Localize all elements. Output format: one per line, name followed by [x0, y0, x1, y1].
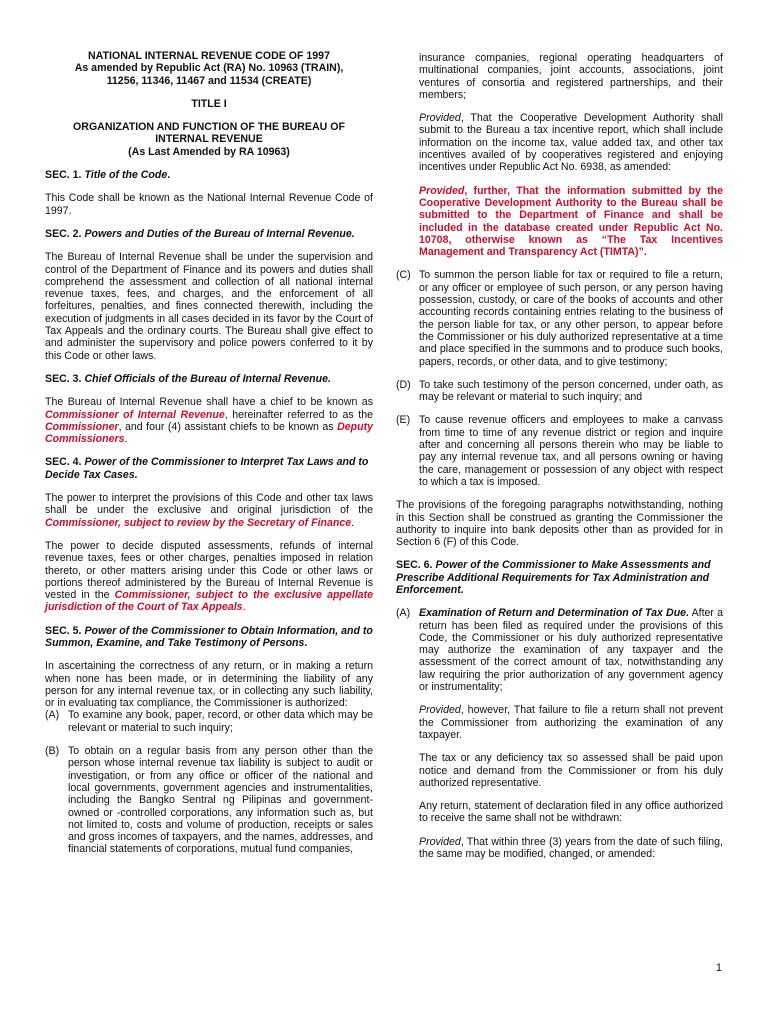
amended-line-1: As amended by Republic Act (RA) No. 10963 (TRAIN),: [74, 62, 344, 75]
sec6-a-heading: Examination of Return and Determination of Tax Due.: [419, 607, 690, 620]
sec2-title: Powers and Duties of the Bureau of Internal Revenue.: [84, 227, 355, 240]
right-column: [396, 52, 723, 871]
commissioner-term: Commissioner: [45, 420, 119, 433]
sec5-heading: SEC. 5. Power of the Commissioner to Obtain Information, and to Summon, Examine, and Take Testimony of Persons.: [45, 624, 373, 649]
sec5-item-e: (E) To cause revenue officers and employees to make a canvass from time to time of any revenue district or region and inquire after and concerning all persons therein who may be liable to pay any internal revenue tax, and all persons owning or having the care, management or possession of any object with respect to which a tax is imposed.: [396, 414, 723, 488]
sec4-heading: [45, 456, 373, 481]
title-label: TITLE I: [191, 97, 227, 110]
sec5-number: SEC. 5.: [45, 624, 82, 637]
page-number: 1: [715, 962, 722, 974]
sec1-title: Title of the Code: [84, 169, 168, 182]
sec5-item-c: (C) To summon the person liable for tax or required to file a return, or any officer or employee of such person, or any person having possession, custody, or care of the books of accounts and other accounting records containing entries relating to the business of the person liable for tax, or any other person, to appear before the Commissioner or his duly authorized representative at a time and place specified in the summons and to produce such books, papers, records, or other data, and to give testimony;: [396, 269, 723, 368]
sec6-heading: [396, 559, 723, 596]
sec3-number: SEC. 3.: [45, 372, 82, 385]
appellate-clause: Commissioner, subject to the exclusive appellate jurisdiction of the Court of Tax Appeals: [45, 589, 373, 614]
deputy-commissioners-term: Deputy Commissioners: [45, 420, 373, 446]
sec5-item-b-continued: insurance companies, regional operating headquarters of multinational companies, joint accounts, associations, joint ventures of consortia and registered partnerships, and their members;: [419, 52, 723, 101]
sec5-closing: The provisions of the foregoing paragraphs notwithstanding, nothing in this Section shall be construed as granting the Commissioner the authority to inquire into bank deposits other than as provided for in Section 6 (F) of this Code.: [396, 499, 723, 549]
sec4-paragraph-1: The power to interpret the provisions of this Code and other tax laws shall be under the exclusive and original jurisdiction of the Commissioner, subject to review by the Secretary of Finance.: [45, 492, 373, 529]
sec3-title: Chief Officials of the Bureau of Internal Revenue.: [84, 372, 331, 385]
sec6-assessed-paragraph: The tax or any deficiency tax so assessed shall be paid upon notice and demand from the Commissioner or from his duly authorized representative.: [419, 752, 723, 789]
sec6-number: SEC. 6.: [396, 559, 433, 572]
left-column: [45, 50, 373, 867]
sec2-heading: [45, 228, 373, 240]
document-header: [45, 50, 373, 87]
sec6-proviso-1: Provided, however, That failure to file a return shall not prevent the Commissioner from authorizing the examination of any taxpayer.: [419, 704, 723, 741]
sec1-number: SEC. 1.: [45, 169, 82, 182]
sec5-item-b: (B) To obtain on a regular basis from any person other than the person whose internal revenue tax liability is subject to audit or investigation, or from any office or officer of the national and local governments, government agencies and instrumentalities, including the Bangko Sentral ng Pilipinas and government-owned or -controlled corporations, any information such as, but not limited to, costs and volume of production, receipts or sales and gross incomes of taxpayers, and the names, addresses, and financial statements of corporations, mutual fund companies,: [45, 745, 373, 856]
review-clause: , subject to review by the Secretary of Finance: [118, 516, 352, 529]
last-amended-note: (As Last Amended by RA 10963): [128, 145, 290, 158]
code-title: NATIONAL INTERNAL REVENUE CODE OF 1997: [88, 50, 330, 62]
sec5-proviso-2: Provided, further, That the information submitted by the Cooperative Development Authority to the Bureau shall be submitted to the Department of Finance and shall be included in the database created under Republic Act No. 10708, otherwise known as “The Tax Incentives Management and Transparency Act (TIMTA)”.: [419, 184, 723, 259]
sec6-proviso-2: Provided, That within three (3) years from the date of such filing, the same may be modified, changed, or amended:: [419, 835, 723, 861]
sec4-number: SEC. 4.: [45, 456, 82, 469]
sec2-body: The Bureau of Internal Revenue shall be under the supervision and control of the Department of Finance and its powers and duties shall comprehend the assessment and collection of all national internal revenue taxes, fees, and charges, and the enforcement of all forfeitures, penalties, and fines connected therewith, including the execution of judgments in all cases decided in its favor by the Court of Tax Appeals and the ordinary courts. The Bureau shall give effect to and administer the supervisory and police powers conferred to it by this Code or other laws.: [45, 251, 373, 362]
sec5-intro: In ascertaining the correctness of any return, or in making a return when none has been made, or in determining the liability of any person for any internal revenue tax, or in collecting any such liability, or in evaluating tax compliance, the Commissioner is authorized:: [45, 660, 373, 710]
sec5-item-d: (D) To take such testimony of the person concerned, under oath, as may be relevant or material to such inquiry; and: [396, 378, 723, 404]
sec3-body: The Bureau of Internal Revenue shall have a chief to be known as Commissioner of Internal Revenue, hereinafter referred to as the Commissioner, and four (4) assistant chiefs to be known as Deputy Commissioners.: [45, 396, 373, 446]
sec6-item-a: (A) Examination of Return and Determination of Tax Due. After a return has been filed as required under the provisions of this Code, the Commissioner or his duly authorized representative may authorize the examination of any taxpayer and the assessment of the correct amount of tax, notwithstanding any law requiring the prior authorization of any government agency or instrumentality;: [396, 607, 723, 694]
amended-line-2: 11256, 11346, 11467 and 11534 (CREATE): [106, 74, 312, 87]
sec6-title: Power of the Commissioner to Make Assessments and Prescribe Additional Requirements for Tax Administration and Enforcement.: [396, 559, 711, 596]
sec5-item-a: (A) To examine any book, paper, record, or other data which may be relevant or material to such inquiry;: [45, 709, 373, 734]
sec1-body: This Code shall be known as the National Internal Revenue Code of 1997.: [45, 192, 373, 217]
title-heading: [45, 121, 373, 158]
sec5-proviso-1: Provided, That the Cooperative Development Authority shall submit to the Bureau a tax incentive report, which shall include information on the income tax, value added tax, and other tax incentives availed of by cooperatives registered and enjoying incentives under Republic Act No. 6938, as amended:: [419, 112, 723, 174]
sec6-return-paragraph: Any return, statement of declaration filed in any office authorized to receive the same shall not be withdrawn:: [419, 800, 723, 825]
commissioner-of-internal-revenue: Commissioner of Internal Revenue: [45, 408, 225, 421]
sec1-heading: SEC. 1. Title of the Code.: [45, 169, 171, 182]
sec3-heading: [45, 373, 373, 385]
sec4-paragraph-2: The power to decide disputed assessments, refunds of internal revenue taxes, fees or other charges, penalties imposed in relation thereto, or other matters arising under this Code or other laws or portions thereof administered by the Bureau of Internal Revenue is vested in the Commissioner, subject to the exclusive appellate jurisdiction of the Court of Tax Appeals.: [45, 539, 373, 614]
organization-heading: ORGANIZATION AND FUNCTION OF THE BUREAU OF INTERNAL REVENUE: [73, 121, 345, 146]
sec2-number: SEC. 2.: [45, 227, 82, 240]
sec5-title: Power of the Commissioner to Obtain Information, and to Summon, Examine, and Take Testimony of Persons: [45, 624, 373, 649]
sec4-title: Power of the Commissioner to Interpret Tax Laws and to Decide Tax Cases.: [45, 456, 369, 481]
